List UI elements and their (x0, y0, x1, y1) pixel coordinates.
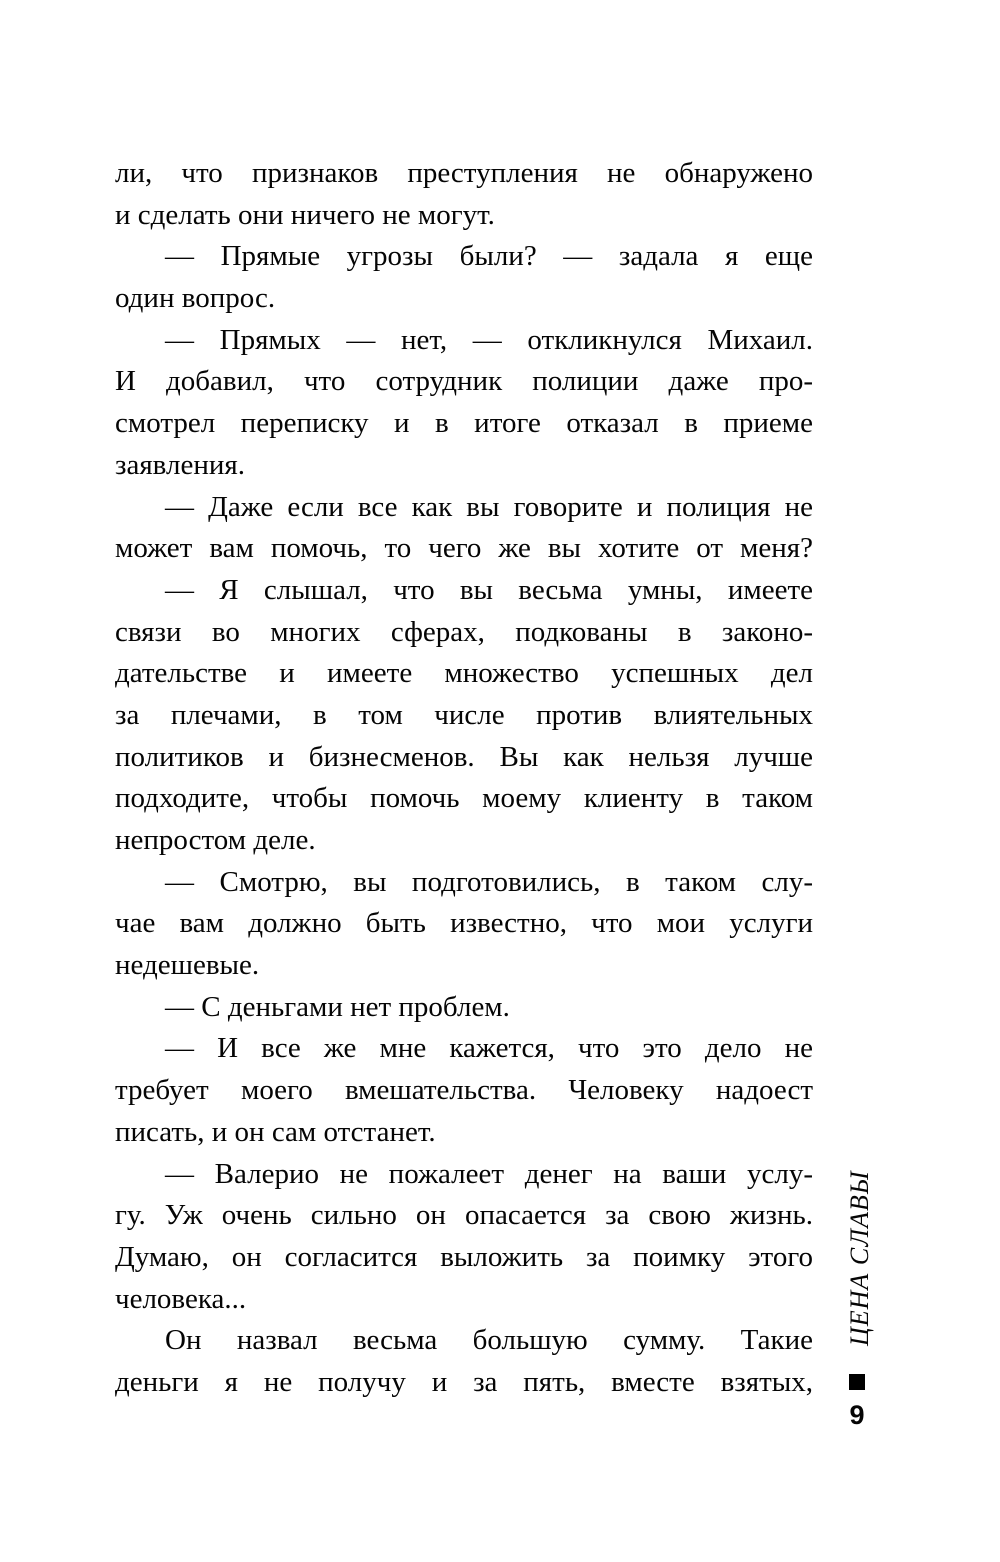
text-line: — Прямые угрозы были? — задала я еще (165, 240, 813, 273)
text-line: дательстве и имеете множество успешных дел (115, 657, 813, 690)
text-line: недешевые. (115, 949, 260, 982)
text-line: чае вам должно быть известно, что мои услуги (115, 907, 813, 940)
text-line: гу. Уж очень сильно он опасается за свою жизнь. (115, 1199, 813, 1232)
text-block (115, 153, 813, 1404)
text-line: непростом деле. (115, 824, 316, 856)
text-line: И добавил, что сотрудник полиции даже про- (115, 365, 813, 398)
text-line: — И все же мне кажется, что это дело не (165, 1032, 813, 1065)
text-line: связи во многих сферах, подкованы в законо- (115, 615, 813, 648)
spine-book-title: ЦЕНА СЛАВЫ (845, 1170, 874, 1346)
text-line: Он назвал весьма большую сумму. Такие (165, 1324, 813, 1357)
text-line: — Я слышал, что вы весьма умны, имеете (165, 573, 813, 606)
text-line: — Даже если все как вы говорите и полиция не (165, 490, 813, 523)
text-line: смотрел переписку и в итоге отказал в приеме (115, 407, 813, 440)
text-line: — Прямых — нет, — откликнулся Михаил. (165, 323, 813, 356)
text-line: может вам помочь, то чего же вы хотите от меня? (115, 532, 813, 565)
text-line: заявления. (115, 448, 245, 481)
text-line: человека... (115, 1282, 247, 1315)
page-number: 9 (849, 1400, 865, 1430)
text-line: подходите, чтобы помочь моему клиенту в таком (115, 782, 813, 815)
text-line: и сделать они ничего не могут. (115, 198, 495, 231)
text-line: один вопрос. (115, 282, 276, 315)
text-line: писать, и он сам отстанет. (115, 1115, 436, 1148)
section-marker-square-icon (849, 1374, 865, 1390)
text-line: деньги я не получу и за пять, вместе взятых, (115, 1365, 813, 1398)
text-line: — Валерио не пожалеет денег на ваши услу- (165, 1157, 813, 1190)
text-line: за плечами, в том числе против влиятельных (115, 698, 813, 731)
text-line: политиков и бизнесменов. Вы как нельзя лучше (115, 740, 813, 773)
text-line: — Смотрю, вы подготовились, в таком слу- (165, 865, 813, 898)
text-line: требует моего вмешательства. Человеку надоест (115, 1074, 813, 1107)
text-line: ли, что признаков преступления не обнаружено (115, 157, 813, 189)
text-line: Думаю, он согласится выложить за поимку этого (115, 1240, 813, 1273)
text-line: — С деньгами нет проблем. (165, 990, 510, 1023)
